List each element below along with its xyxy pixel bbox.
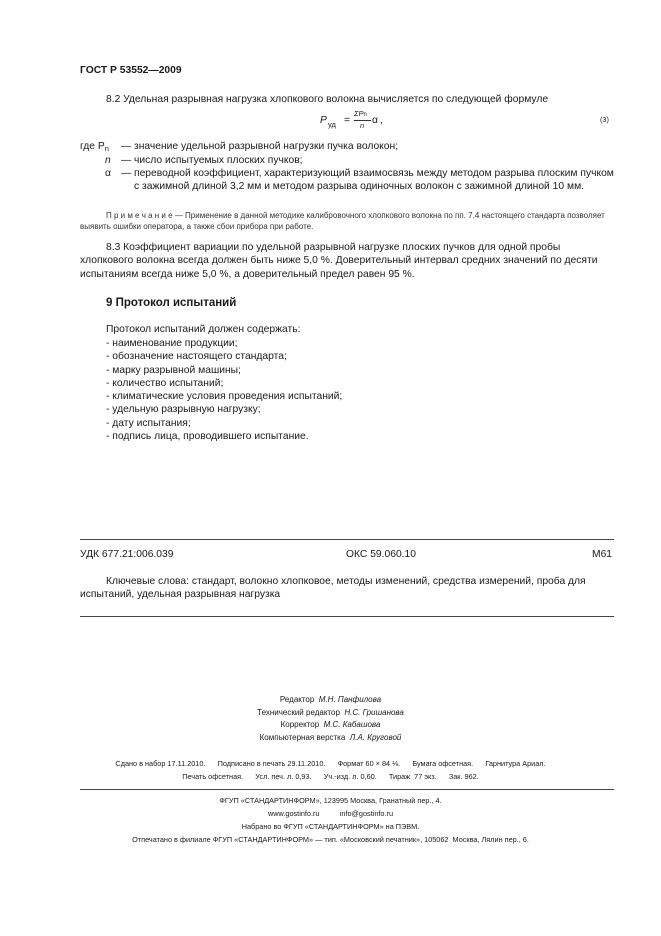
formula-number: (3): [600, 115, 609, 124]
where-row-n: [80, 154, 615, 168]
formula-lhs-subscript: уд: [328, 120, 336, 129]
keywords: Ключевые слова: стандарт, волокно хлопковое, методы изменений, средства измерений, проба для испытаний, удельная разрывная нагрузка: [80, 576, 586, 601]
credit-tech-editor: Технический редактор Н.С. Гришанова: [257, 707, 404, 717]
credit-editor: Редактор М.Н. Панфилова: [279, 695, 382, 704]
divider-keywords: [80, 616, 614, 617]
imprint-line-2: Печать офсетная. Усл. печ. л. 0,93. Уч.-изд. л. 0,60. Тираж 77 экз. Зак. 962.: [182, 772, 479, 781]
publisher-typeset: Набрано во ФГУП «СТАНДАРТИНФОРМ» на ПЭВМ.: [241, 822, 420, 831]
where-def-alpha: переводной коэффициент, характеризующий взаимосвязь между методом разрыва плоским пучком с зажимной длиной 3,2 мм и методом разрыва одиночных волокон с зажимной длиной 10 мм.: [134, 168, 614, 193]
list-item: - дату испытания;: [106, 417, 191, 429]
oks-code: ОКС 59.060.10: [346, 549, 416, 560]
formula-denominator: n: [360, 121, 365, 130]
where-term-pn: где Pn: [80, 141, 109, 153]
protocol-intro: Протокол испытаний должен содержать:: [106, 324, 301, 335]
formula-lhs: P: [320, 115, 327, 126]
note-text: — Применение в данной методике калибровочного хлопкового волокна по пп. 7.4 настоящего стандарта позволяет выявить ошибки оператора, а также сбои прибора при работе.: [80, 211, 605, 231]
document-header: ГОСТ Р 53552—2009: [80, 65, 182, 76]
paragraph-8-2-text: 8.2 Удельная разрывная нагрузка хлопкового волокна вычисляется по следующей формуле: [106, 94, 549, 105]
list-item: - климатические условия проведения испытаний;: [106, 391, 343, 403]
imprint-line-1: Сдано в набор 17.11.2010. Подписано в печать 29.11.2010. Формат 60 × 84 ⅛. Бумага офсетная. Гарнитура Ариал.: [115, 759, 546, 768]
list-item: - подпись лица, проводившего испытание.: [106, 431, 309, 443]
formula-numerator: ΣPn: [354, 109, 367, 118]
where-def-pn: значение удельной разрывной нагрузки пучка волокон;: [134, 141, 399, 152]
protocol-list: [106, 337, 342, 443]
where-dash-n: —: [121, 155, 132, 166]
publisher-address: ФГУП «СТАНДАРТИНФОРМ», 123995 Москва, Гранатный пер., 4.: [219, 796, 442, 805]
formula-alpha: α: [372, 115, 378, 126]
where-term-n: n: [105, 155, 111, 166]
where-dash-pn: —: [121, 141, 132, 152]
category-code: М61: [592, 549, 613, 560]
list-item: - наименование продукции;: [106, 338, 238, 349]
list-item: - удельную разрывную нагрузку;: [106, 404, 261, 416]
udk-code: УДК 677.21:006.039: [80, 549, 174, 560]
credits: [0, 694, 661, 745]
note: [80, 210, 614, 232]
where-dash-alpha: —: [121, 168, 132, 179]
paragraph-8-2: [80, 93, 613, 106]
list-item: - обозначение настоящего стандарта;: [106, 351, 287, 363]
credit-layout: Компьютерная верстка Л.А. Круговой: [259, 733, 402, 743]
where-row-alpha: [80, 167, 615, 209]
credit-corrector: Корректор М.С. Кабашова: [280, 720, 381, 730]
divider-top: [80, 539, 614, 540]
where-def-n: число испытуемых плоских пучков;: [134, 155, 303, 166]
list-item: - количество испытаний;: [106, 377, 224, 389]
publisher-printed: Отпечатано в филиале ФГУП «СТАНДАРТИНФОРМ» — тип. «Московский печатник», 105062 Москва, Лялин пер., 6.: [132, 835, 529, 844]
formula-comma: ,: [380, 115, 383, 126]
divider-publisher: [80, 789, 614, 790]
paragraph-8-3: 8.3 Коэффициент вариации по удельной разрывной нагрузке плоских пучков для одной пробы хлопкового волокна всегда должен быть ниже 5,0 %. Доверительный интервал средних значений по десяти испытаниям всегда ниже 5,0 %, а доверительный предел равен 95 %.: [80, 242, 598, 280]
section-9-heading: 9 Протокол испытаний: [106, 297, 237, 309]
note-label: П р и м е ч а н и е: [106, 211, 173, 220]
formula-equals: =: [344, 115, 351, 126]
list-item: - марку разрывной машины;: [106, 364, 241, 376]
where-term-alpha: α: [105, 168, 111, 179]
publisher-web: www.gostinfo.ru info@gostinfo.ru: [267, 809, 394, 818]
where-row-pn: [80, 140, 615, 154]
